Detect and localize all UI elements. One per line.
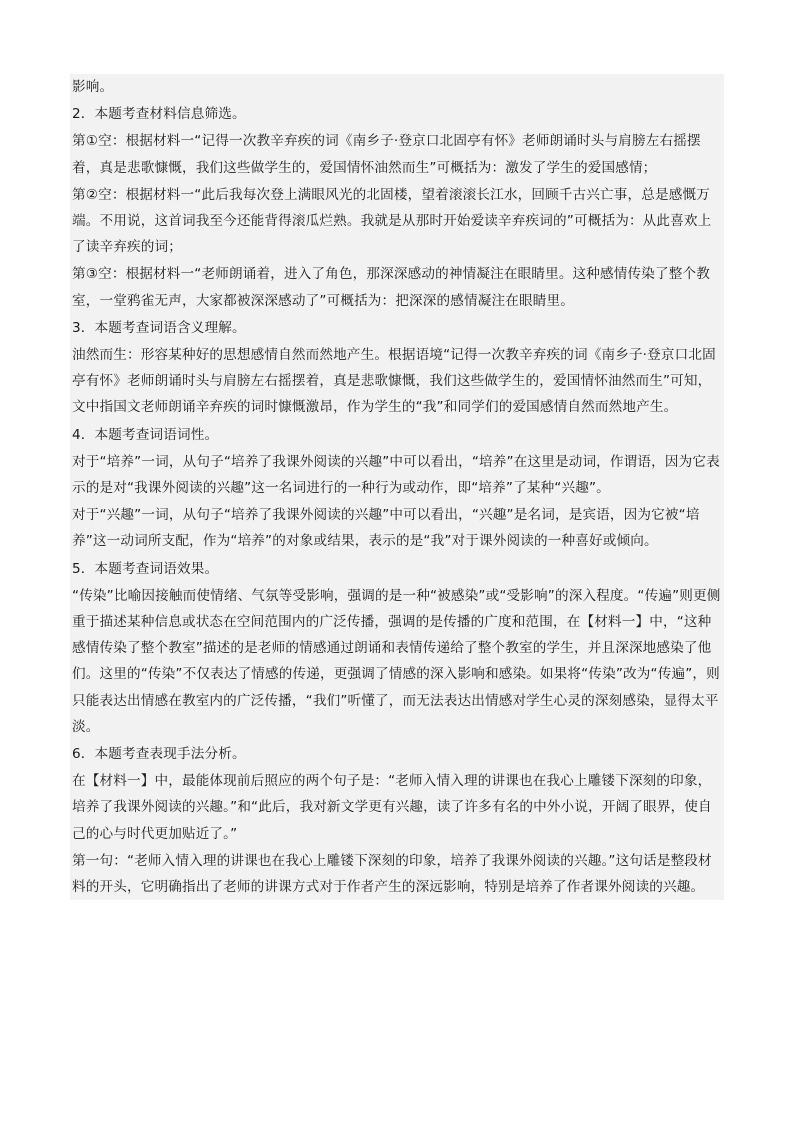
blank-1-answer: 第①空：根据材料一“记得一次教辛弃疾的词《南乡子·登京口北固亭有怀》老师朗诵时头与肩膀左右摇摆着，真是悲歌慷慨，我们这些做学生的，爱国情怀油然而生”可概括为：激发了学生的爱国感情；	[72, 133, 701, 176]
question-4-answer-peiyang: 对于“培养”一词，从句子“培养了我课外阅读的兴趣”中可以看出，“培养”在这里是动词，作谓语，因为它表示的是对“我课外阅读的兴趣”这一名词进行的一种行为或动作，即“培养”了某种“兴趣”。	[72, 453, 720, 497]
question-5-answer: “传染”比喻因接触而使情绪、气氛等受影响，强调的是一种“被感染”或“受影响”的深入程度。“传遍”则更侧重于描述某种信息或状态在空间范围内的广泛传播，强调的是传播的广度和范围，在【材料一】中，“这种感情传染了整个教室”描述的是老师的情感通过朗诵和表情传递给了整个教室的学生，并且深深地感染了他们。这里的“传染”不仅表达了情感的传递，更强调了情感的深入影响和感染。如果将“传染”改为“传遍”，则只能表达出情感在教室内的广泛传播，“我们”听懂了，而无法表达出情感对学生心灵的深刻感染，显得太平淡。	[72, 587, 721, 735]
blank-2-answer: 第②空：根据材料一“此后我每次登上满眼风光的北固楼，望着滚滚长江水，回顾千古兴亡事，总是感慨万端。不用说，这首词我至今还能背得滚瓜烂熟。我就是从那时开始爱读辛弃疾词的”可概括为：从此喜欢上了读辛弃疾的词；	[72, 186, 712, 256]
answer-text-block	[70, 74, 724, 900]
question-3-heading: 3．本题考查词语含义理解。	[72, 319, 246, 336]
question-2-heading: 2．本题考查材料信息筛选。	[72, 106, 246, 123]
question-6-heading: 6．本题考查表现手法分析。	[72, 746, 246, 763]
question-4-heading: 4．本题考查词语词性。	[72, 426, 219, 443]
question-3-answer: 油然而生：形容某种好的思想感情自然而然地产生。根据语境“记得一次教辛弃疾的词《南乡子·登京口北固亭有怀》老师朗诵时头与肩膀左右摇摆着，真是悲歌慷慨，我们这些做学生的，爱国情怀油然而生”可知，文中指国文老师朗诵辛弃疾的词时慷慨激昂，作为学生的“我”和同学们的爱国感情自然而然地产生。	[72, 347, 716, 416]
blank-3-answer: 第③空：根据材料一“老师朗诵着，进入了角色，那深深感动的神情凝注在眼睛里。这种感情传染了整个教室，一堂鸦雀无声，大家都被深深感动了”可概括为：把深深的感情凝注在眼睛里。	[72, 266, 710, 309]
question-5-heading: 5．本题考查词语效果。	[72, 560, 219, 577]
question-4-answer-xingqu: 对于“兴趣”一词，从句子“培养了我课外阅读的兴趣”中可以看出，“兴趣”是名词，是宾语，因为它被“培养”这一动词所支配，作为“培养”的对象或结果，表示的是“我”对于课外阅读的一种喜好或倾向。	[72, 507, 700, 550]
question-6-first-sentence: 第一句：“老师入情入理的讲课也在我心上雕镂下深刻的印象，培养了我课外阅读的兴趣。”这句话是整段材料的开头，它明确指出了老师的讲课方式对于作者产生的深远影响，特别是培养了作者课外阅读的兴趣。	[72, 852, 712, 896]
question-6-answer: 在【材料一】中，最能体现前后照应的两个句子是：“老师入情入理的讲课也在我心上雕镂下深刻的印象，培养了我课外阅读的兴趣。”和“此后，我对新文学更有兴趣，读了许多有名的中外小说，开阔了眼界，使自己的心与时代更加贴近了。”	[72, 773, 712, 842]
paragraph-continuation: 影响。	[72, 79, 114, 95]
